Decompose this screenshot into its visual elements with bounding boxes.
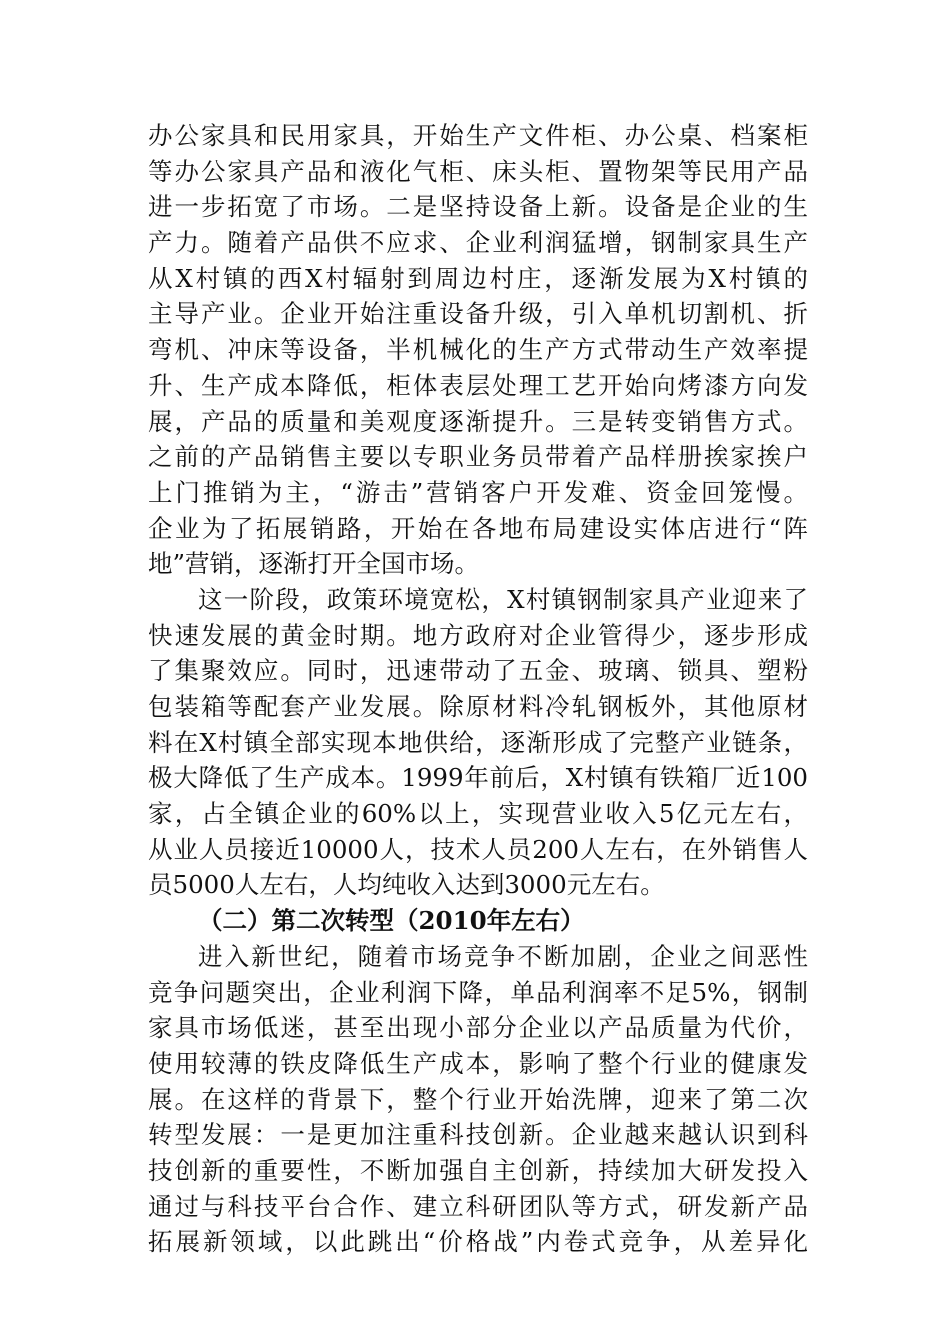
text-line: 包装箱等配套产业发展。除原材料冷轧钢板外，其他原材 [148,692,808,721]
text-line: 料在X村镇全部实现本地供给，逐渐形成了完整产业链条， [148,727,808,757]
text-line: 展。在这样的背景下，整个行业开始洗牌，迎来了第二次 [148,1084,808,1114]
text-line: 弯机、冲床等设备，半机械化的生产方式带动生产效率提 [148,335,808,365]
text-line: 极大降低了生产成本。1999年前后，X村镇有铁箱厂近100 [148,763,808,793]
text-line: 上门推销为主，“游击”营销客户开发难、资金回笼慢。 [148,477,808,507]
text-line: 转型发展：一是更加注重科技创新。企业越来越认识到科 [148,1120,808,1150]
text-line: 快速发展的黄金时期。地方政府对企业管得少，逐步形成 [148,620,808,650]
text-line: 升、生产成本降低，柜体表层处理工艺开始向烤漆方向发 [148,370,808,400]
text-line: 家，占全镇企业的60%以上，实现营业收入5亿元左右， [148,799,808,829]
body-text [148,118,808,1260]
paragraph-first-line: 进入新世纪，随着市场竞争不断加剧，企业之间恶性 [198,941,808,971]
text-line: 使用较薄的铁皮降低生产成本，影响了整个行业的健康发 [148,1048,808,1078]
text-line: 从X村镇的西X村辐射到周边村庄，逐渐发展为X村镇的 [148,263,808,293]
text-line: 技创新的重要性，不断加强自主创新，持续加大研发投入 [148,1155,808,1185]
text-line: 主导产业。企业开始注重设备升级，引入单机切割机、折 [148,299,808,329]
text-line: 产力。随着产品供不应求、企业利润猛增，钢制家具生产 [148,228,808,258]
text-line: 家具市场低迷，甚至出现小部分企业以产品质量为代价， [148,1013,808,1043]
section-heading: （二）第二次转型（2010年左右） [198,906,585,936]
text-line: 企业为了拓展销路，开始在各地布局建设实体店进行“阵 [148,513,808,543]
text-line: 进一步拓宽了市场。二是坚持设备上新。设备是企业的生 [148,192,808,222]
text-line: 了集聚效应。同时，迅速带动了五金、玻璃、锁具、塑粉 [148,656,808,686]
text-line: 从业人员接近10000人，技术人员200人左右，在外销售人 [148,834,808,864]
text-line: 展，产品的质量和美观度逐渐提升。三是转变销售方式。 [148,406,808,436]
text-line: 拓展新领域，以此跳出“价格战”内卷式竞争，从差异化 [148,1227,808,1257]
text-line: 等办公家具产品和液化气柜、床头柜、置物架等民用产品 [148,156,808,186]
text-line: 竞争问题突出，企业利润下降，单品利润率不足5%，钢制 [148,977,808,1007]
text-line: 员5000人左右，人均纯收入达到3000元左右。 [148,870,665,900]
text-line: 地”营销，逐渐打开全国市场。 [148,549,480,579]
text-line: 通过与科技平台合作、建立科研团队等方式，研发新产品 [148,1191,808,1221]
text-line: 办公家具和民用家具，开始生产文件柜、办公桌、档案柜 [148,121,808,150]
text-line: 之前的产品销售主要以专职业务员带着产品样册挨家挨户 [148,442,808,472]
paragraph-first-line: 这一阶段，政策环境宽松，X村镇钢制家具产业迎来了 [198,584,808,614]
